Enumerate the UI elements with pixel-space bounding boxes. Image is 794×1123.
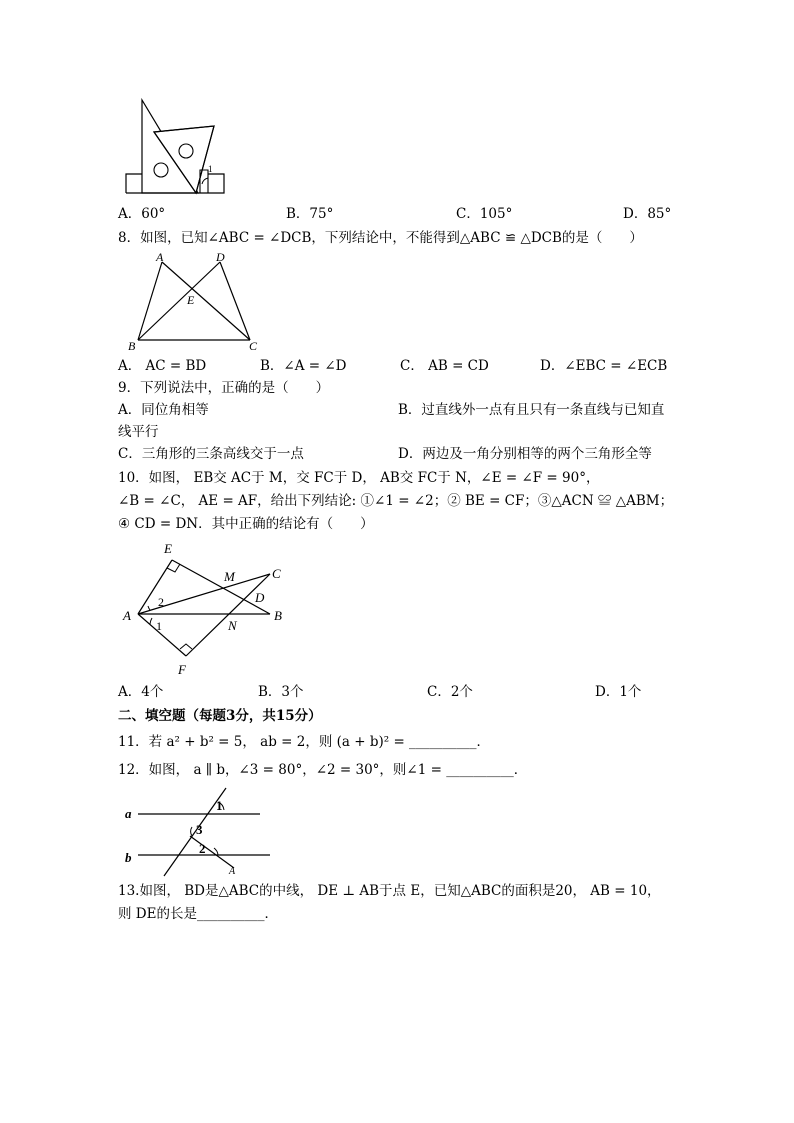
q10-option-c[interactable]: C．2个 xyxy=(427,684,473,700)
q10-option-a[interactable]: A．4个 xyxy=(118,684,164,700)
q7-figure xyxy=(124,96,228,196)
q8-label-a: A xyxy=(156,250,164,264)
q7-option-c[interactable]: C．105° xyxy=(456,206,513,222)
q10-stem-line1: 10．如图， EB交 AC于 M，交 FC于 D， AB交 FC于 N，∠E = ∠F = 90°， xyxy=(118,470,600,486)
q9-option-b[interactable]: B．过直线外一点有且只有一条直线与已知直 xyxy=(398,402,665,418)
q9-option-a[interactable]: A．同位角相等 xyxy=(118,402,209,418)
q10-label-e: E xyxy=(164,541,172,556)
q10-label-2: 2 xyxy=(158,595,164,609)
q8-option-d[interactable]: D．∠EBC = ∠ECB xyxy=(540,358,668,374)
q10-label-c: C xyxy=(272,566,281,581)
q12-label-3: 3 xyxy=(196,822,203,837)
q8-option-a[interactable]: A． AC = BD xyxy=(118,358,207,374)
q12-label-a: a xyxy=(125,806,132,821)
section2-title: 二、填空题（每题3分，共15分） xyxy=(118,708,322,724)
q10-label-d: D xyxy=(255,590,265,605)
q10-label-m: M xyxy=(224,569,235,584)
q8-option-b[interactable]: B．∠A = ∠D xyxy=(260,358,347,374)
q9-option-b-cont: 线平行 xyxy=(118,424,159,440)
q8-label-c: C xyxy=(249,339,258,353)
q12-figure xyxy=(122,786,274,878)
q8-label-e: E xyxy=(187,293,195,307)
q10-option-b[interactable]: B．3个 xyxy=(258,684,304,700)
q10-label-f: F xyxy=(178,662,186,677)
q7-option-b[interactable]: B．75° xyxy=(286,206,334,222)
q8-stem: 8．如图，已知∠ABC = ∠DCB，下列结论中，不能得到△ABC ≌ △DCB的是（ ） xyxy=(118,230,643,246)
q8-label-d: D xyxy=(216,250,225,264)
q12-text: 12．如图， a ∥ b，∠3 = 80°，∠2 = 30°，则∠1 = __________． xyxy=(118,762,528,778)
q12-label-a-point: A xyxy=(229,866,236,877)
q8-label-b: B xyxy=(128,339,136,353)
q7-angle-label: 1 xyxy=(208,164,213,174)
q8-figure xyxy=(124,250,264,354)
q10-stem-line3: ④ CD = DN．其中正确的结论有（ ） xyxy=(118,516,374,532)
q10-label-1: 1 xyxy=(156,619,162,633)
q12-label-1: 1 xyxy=(216,798,223,813)
q7-option-d[interactable]: D．85° xyxy=(623,206,672,222)
q7-option-a[interactable]: A．60° xyxy=(118,206,166,222)
q8-option-c[interactable]: C． AB = CD xyxy=(400,358,489,374)
q10-label-a: A xyxy=(123,608,131,623)
q13-line1: 13.如图， BD是△ABC的中线， DE ⊥ AB于点 E，已知△ABC的面积是20， AB = 10， xyxy=(118,883,661,899)
q10-stem-line2: ∠B = ∠C， AE = AF，给出下列结论: ①∠1 = ∠2；② BE = CF；③△ACN ≌ △ABM； xyxy=(118,493,674,509)
q12-label-2: 2 xyxy=(199,841,206,856)
q9-stem: 9．下列说法中，正确的是（ ） xyxy=(118,380,330,396)
q11-text: 11．若 a² + b² = 5， ab = 2，则 (a + b)² = __________． xyxy=(118,734,491,750)
q9-option-c[interactable]: C．三角形的三条高线交于一点 xyxy=(118,446,304,462)
q10-figure xyxy=(120,538,300,680)
q7-hole-1 xyxy=(154,163,168,177)
q13-line2: 则 DE的长是__________． xyxy=(118,906,278,922)
q7-base-block xyxy=(126,174,142,193)
q9-option-d[interactable]: D．两边及一角分别相等的两个三角形全等 xyxy=(398,446,652,462)
q12-label-b: b xyxy=(125,850,132,865)
q10-option-d[interactable]: D．1个 xyxy=(595,684,642,700)
q10-label-n: N xyxy=(228,618,237,633)
q10-label-b: B xyxy=(274,608,282,623)
